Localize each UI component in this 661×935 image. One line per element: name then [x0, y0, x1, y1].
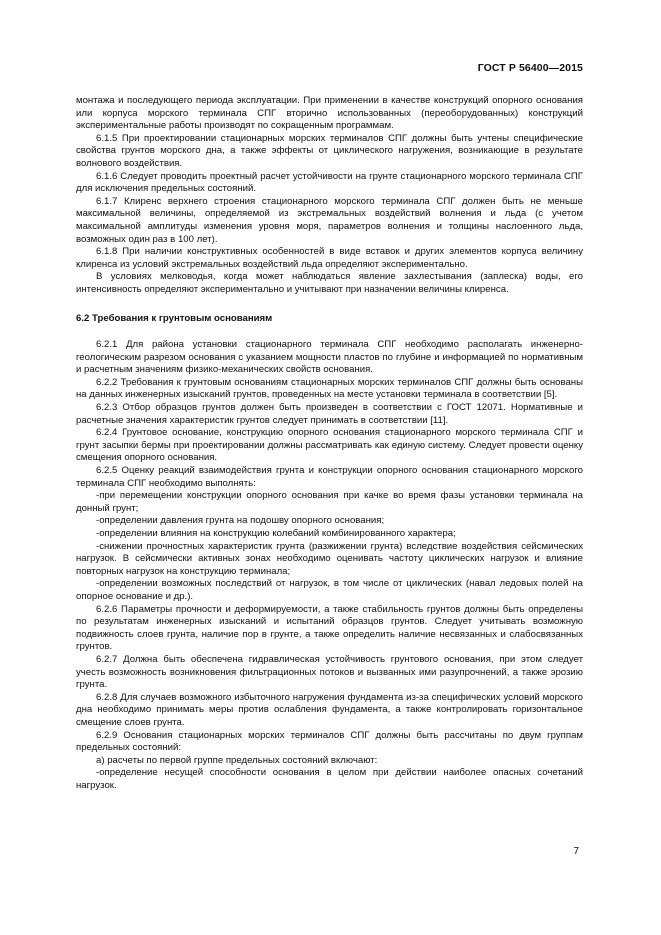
document-id: ГОСТ Р 56400—2015	[477, 62, 583, 74]
paragraph-6-1-5: 6.1.5 При проектировании стационарных морских терминалов СПГ должны быть учтены специфические свойства грунтов морского дна, а также эффекты от циклического нагружения, возникающие в результате волнового воздействия.	[76, 132, 583, 169]
list-item	[76, 541, 583, 579]
section-title: 6.2 Требования к грунтовым основаниям	[76, 312, 273, 324]
list-dash: -	[96, 528, 100, 539]
paragraph-6-2-9: 6.2.9 Основания стационарных морских терминалов СПГ должны быть рассчитаны по двум группам предельных состояний:	[76, 729, 583, 754]
list-item-text: при перемещении конструкции опорного основания при качке во время фазы установки терминала на донный грунт;	[76, 490, 583, 514]
paragraph-6-2-4: 6.2.4 Грунтовое основание, конструкцию опорного основания стационарного морского терминала СПГ и грунт засыпки бермы при проектировании должны рассматривать как единую систему. Следует провести оценку смещения опорного основания.	[76, 427, 583, 464]
list-dash: -	[96, 540, 100, 552]
paragraph: монтажа и последующего периода эксплуатации. При применении в качестве конструкций опорного основания или корпуса морского терминала СПГ вторично использованных (переоборудованных) конструкций экспериментальные работы производят по сокращенным программам.	[76, 95, 583, 132]
list-dash: -	[96, 578, 100, 590]
paragraph-6-2-2: 6.2.2 Требования к грунтовым основаниям стационарных морских терминалов СПГ должны быть основаны на данных инженерных изысканий грунтов, проведенных на месте установки терминала в соответствии [5].	[76, 376, 583, 401]
page-number: 7	[573, 846, 579, 857]
paragraph-6-1-8: 6.1.8 При наличии конструктивных особенностей в виде вставок и других элементов корпуса величину клиренса из условий экстремальных воздействий льда определяют экспериментально.	[76, 246, 583, 270]
paragraph-6-1-6: 6.1.6 Следует проводить проектный расчет устойчивости на грунте стационарного морского терминала СПГ для исключения предельных состояний.	[76, 170, 583, 195]
list-item-text: определение несущей способности основания в целом при действии наиболее опасных сочетаний нагрузок.	[76, 767, 583, 791]
list-dash: -	[96, 515, 100, 527]
list-item	[76, 490, 583, 515]
paragraph-6-1-7: 6.1.7 Клиренс верхнего строения стационарного морского терминала СПГ должен быть не меньше максимальной величины, определяемой из экстремальных воздействий волнения и льда (с учетом максимальной амплитуды изменения уровня моря, параметров волнения и толщины наслоенного льда, возможных один раз в 100 лет).	[76, 195, 583, 245]
list-item	[76, 767, 583, 792]
paragraph-shallow-water: В условиях мелководья, когда может наблюдаться явление захлестывания (заплеска) воды, его интенсивность определяют экспериментально и учитывают при назначении величины клиренса.	[76, 271, 583, 295]
paragraph-6-2-5: 6.2.5 Оценку реакций взаимодействия грунта и конструкции опорного основания стационарного морского терминала СПГ необходимо выполнять:	[76, 465, 583, 489]
list-dash: -	[96, 490, 100, 502]
paragraph-6-2-9-a: а) расчеты по первой группе предельных состояний включают:	[96, 754, 378, 766]
list-item	[76, 528, 583, 541]
list-item-text: снижении прочностных характеристик грунта (разжижении грунта) вследствие воздействия сейсмических нагрузок. В сейсмически активных зонах необходимо оценивать частоту циклических нагрузок и влияние повторных нагрузок на конструкцию терминала;	[76, 540, 583, 577]
list-item-text: определении влияния на конструкцию колебаний комбинированного характера;	[99, 528, 456, 539]
paragraph-6-2-3: 6.2.3 Отбор образцов грунтов должен быть произведен в соответствии с ГОСТ 12071. Нормативные и расчетные значения характеристик грунтов следует принимать в соответствии [11].	[76, 402, 583, 426]
paragraph-6-2-8: 6.2.8 Для случаев возможного избыточного нагружения фундамента из-за специфических условий морского дна необходимо принимать меры против ослабления фундамента, а также контролировать горизонтальное смещение слоев грунта.	[76, 691, 583, 728]
list-item-text: определении давления грунта на подошву опорного основания;	[99, 515, 385, 527]
paragraph-6-2-7: 6.2.7 Должна быть обеспечена гидравлическая устойчивость грунтового основания, при этом следует учесть возможность возникновения фильтрационных потоков и вызванных ими разупрочнений, а также эрозию грунта.	[76, 653, 583, 691]
list-dash: -	[96, 767, 100, 779]
paragraph-6-2-1: 6.2.1 Для района установки стационарного терминала СПГ необходимо располагать инженерно-геологическим разрезом основания с указанием мощности пластов по глубине и информацией по нормативным и расчетным значениям физико-механических свойств основания.	[76, 339, 583, 376]
list-item-text: определении возможных последствий от нагрузок, в том числе от циклических (навал ледовых полей на опорное основание и др.).	[76, 578, 583, 602]
document-body	[76, 95, 583, 792]
list-item	[76, 515, 583, 528]
list-item	[76, 578, 583, 603]
paragraph-6-2-6: 6.2.6 Параметры прочности и деформируемости, а также стабильность грунтов должны быть определены по результатам инженерных изысканий и испытаний образцов грунтов. Следует учитывать возможную подвижность слоев грунта, наличие пор в грунте, а также определить наличие несвязанных и слабосвязанных грунтов.	[76, 603, 583, 653]
